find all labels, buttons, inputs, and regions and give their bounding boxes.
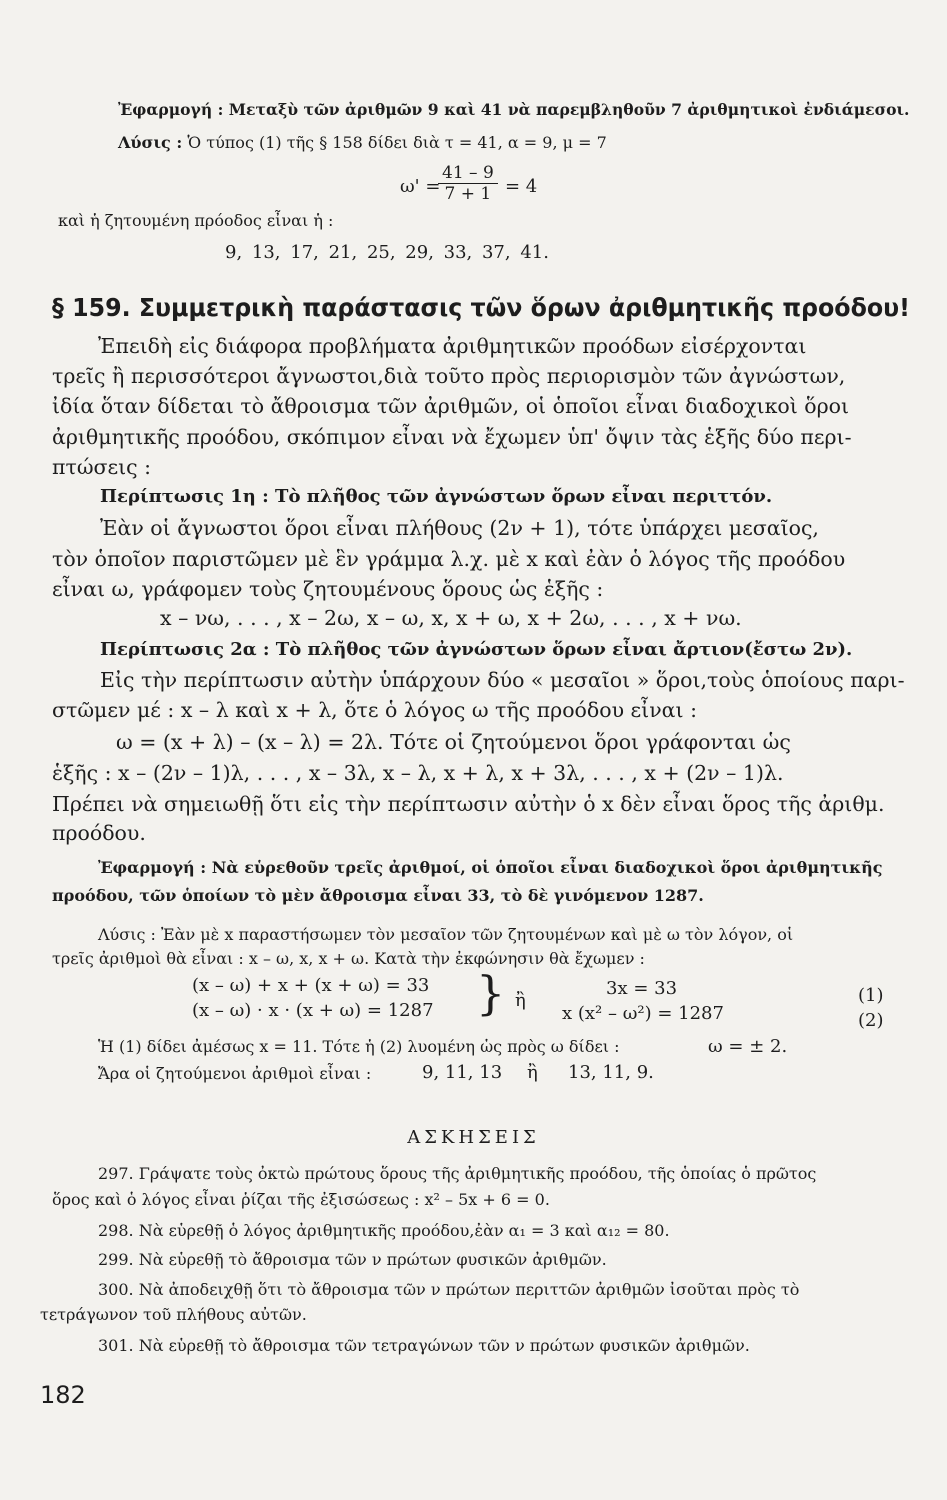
section-paragraph-line-2: τρεῖς ἢ περισσότεροι ἄγνωστοι,διὰ τοῦτο πρὸς περιορισμὸν τῶν ἀγνώστων, bbox=[52, 364, 846, 388]
result-numbers-ascending: 9, 11, 13 bbox=[422, 1062, 503, 1083]
case-2-line-6: προόδου. bbox=[52, 821, 146, 845]
application-2-heading-line-2: προόδου, τῶν ὁποίων τὸ μὲν ἄθροισμα εἶναι 33, τὸ δὲ γινόμενον 1287. bbox=[52, 886, 704, 905]
result-numbers-descending: 13, 11, 9. bbox=[568, 1062, 654, 1083]
section-paragraph-line-5: πτώσεις : bbox=[52, 455, 152, 479]
exercise-297-line-2: ὅρος καὶ ὁ λόγος εἶναι ῥίζαι τῆς ἐξισώσεως : x² – 5x + 6 = 0. bbox=[52, 1190, 550, 1209]
omega-lhs: ω' = bbox=[400, 176, 441, 197]
omega-fraction: $\frac{41 - 9}{7 + 1}$ bbox=[438, 163, 498, 204]
case-2-line-4: ἑξῆς : x – (2ν – 1)λ, . . . , x – 3λ, x – λ, x + λ, x + 3λ, . . . , x + (2ν – 1)λ. bbox=[52, 761, 784, 785]
case-2-line-3: ω = (x + λ) – (x – λ) = 2λ. Τότε οἱ ζητούμενοι ὅροι γράφονται ὡς bbox=[116, 730, 791, 754]
exercise-300-line-1: 300. Νὰ ἀποδειχθῇ ὅτι τὸ ἄθροισμα τῶν ν πρώτων περιττῶν ἀριθμῶν ἰσοῦται πρὸς τὸ bbox=[98, 1280, 800, 1299]
case-1-line-3: εἶναι ω, γράφομεν τοὺς ζητουμένους ὅρους ὡς ἑξῆς : bbox=[52, 577, 604, 601]
case-1-line-2: τὸν ὁποῖον παριστῶμεν μὲ ἓν γράμμα λ.χ. μὲ x καὶ ἐὰν ὁ λόγος τῆς προόδου bbox=[52, 547, 846, 571]
exercise-297-line-1: 297. Γράψατε τοὺς ὀκτὼ πρώτους ὅρους τῆς ἀριθμητικῆς προόδου, τῆς ὁποίας ὁ πρῶτος bbox=[98, 1164, 817, 1183]
case-2-line-2: στῶμεν μέ : x – λ καὶ x + λ, ὅτε ὁ λόγος ω τῆς προόδου εἶναι : bbox=[52, 698, 697, 722]
equation-number-1: (1) bbox=[858, 985, 884, 1006]
omega-rhs: = 4 bbox=[505, 176, 538, 197]
case-1-line-1: Ἐὰν οἱ ἄγνωστοι ὅροι εἶναι πλήθους (2ν + 1), τότε ὑπάρχει μεσαῖος, bbox=[100, 516, 819, 540]
exercise-300-line-2: τετράγωνον τοῦ πλήθους αὐτῶν. bbox=[40, 1305, 307, 1324]
section-paragraph-line-3: ἰδία ὅταν δίδεται τὸ ἄθροισμα τῶν ἀριθμῶν, οἱ ὁποῖοι εἶναι διαδοχικοὶ ὅροι bbox=[52, 394, 850, 418]
page-number: 182 bbox=[40, 1381, 86, 1409]
progression-intro: καὶ ἡ ζητουμένη πρόοδος εἶναι ἡ : bbox=[58, 211, 334, 230]
case-2-heading: Περίπτωσις 2α : Τὸ πλῆθος τῶν ἀγνώστων ὅρων εἶναι ἄρτιον(ἔστω 2ν). bbox=[100, 639, 853, 660]
case-2-line-5: Πρέπει νὰ σημειωθῇ ὅτι εἰς τὴν περίπτωσιν αὐτὴν ὁ x δὲν εἶναι ὅρος τῆς ἀριθμ. bbox=[52, 792, 885, 816]
equation-number-2: (2) bbox=[858, 1010, 884, 1031]
application-2-heading-line-1: Ἐφαρμογή : Νὰ εὑρεθοῦν τρεῖς ἀριθμοί, οἱ ὁποῖοι εἶναι διαδοχικοὶ ὅροι ἀριθμητικῆς bbox=[98, 858, 883, 877]
progression-sequence: 9, 13, 17, 21, 25, 29, 33, 37, 41. bbox=[225, 242, 549, 263]
section-paragraph-line-1: Ἐπειδὴ εἰς διάφορα προβλήματα ἀριθμητικῶν προόδων εἰσέρχονται bbox=[98, 334, 807, 358]
system-left-eq-2: (x – ω) · x · (x + ω) = 1287 bbox=[192, 1000, 434, 1021]
section-159-heading: § 159. Συμμετρικὴ παράστασις τῶν ὅρων ἀριθμητικῆς προόδου! bbox=[52, 293, 910, 322]
application-2-solution-line-2: τρεῖς ἀριθμοὶ θὰ εἶναι : x – ω, x, x + ω. Κατὰ τὴν ἐκφώνησιν θὰ ἔχωμεν : bbox=[52, 949, 645, 968]
application-1-solution: Λύσις : Ὁ τύπος (1) τῆς § 158 δίδει διὰ τ = 41, α = 9, μ = 7 bbox=[118, 133, 607, 152]
system-right-eq-1: 3x = 33 bbox=[606, 978, 678, 999]
system-left-eq-1: (x – ω) + x + (x + ω) = 33 bbox=[192, 975, 430, 996]
exercise-299: 299. Νὰ εὑρεθῇ τὸ ἄθροισμα τῶν ν πρώτων φυσικῶν ἀριθμῶν. bbox=[98, 1250, 607, 1269]
system-right-eq-2: x (x² – ω²) = 1287 bbox=[562, 1003, 724, 1024]
exercises-title: ΑΣΚΗΣΕΙΣ bbox=[407, 1127, 540, 1148]
result-omega-line: Ἡ (1) δίδει ἀμέσως x = 11. Τότε ἡ (2) λυομένη ὡς πρὸς ω δίδει : bbox=[98, 1037, 620, 1056]
system-or: ἢ bbox=[515, 990, 526, 1011]
case-2-line-1: Εἰς τὴν περίπτωσιν αὐτὴν ὑπάρχουν δύο « μεσαῖοι » ὅροι,τοὺς ὁποίους παρι- bbox=[100, 668, 905, 692]
result-numbers-label: Ἄρα οἱ ζητούμενοι ἀριθμοὶ εἶναι : bbox=[98, 1064, 372, 1083]
system-brace: } bbox=[476, 966, 506, 1020]
result-numbers-or: ἢ bbox=[527, 1062, 538, 1083]
application-2-solution-line-1: Λύσις : Ἐὰν μὲ x παραστήσωμεν τὸν μεσαῖον τῶν ζητουμένων καὶ μὲ ω τὸν λόγον, οἱ bbox=[98, 925, 794, 944]
case-1-heading: Περίπτωσις 1η : Τὸ πλῆθος τῶν ἀγνώστων ὅρων εἶναι περιττόν. bbox=[100, 486, 773, 507]
exercise-301: 301. Νὰ εὑρεθῇ τὸ ἄθροισμα τῶν τετραγώνων τῶν ν πρώτων φυσικῶν ἀριθμῶν. bbox=[98, 1336, 750, 1355]
result-omega-value: ω = ± 2. bbox=[708, 1036, 788, 1057]
exercise-298: 298. Νὰ εὑρεθῇ ὁ λόγος ἀριθμητικῆς προόδου,ἐὰν α₁ = 3 καὶ α₁₂ = 80. bbox=[98, 1221, 670, 1240]
case-1-formula: x – νω, . . . , x – 2ω, x – ω, x, x + ω, x + 2ω, . . . , x + νω. bbox=[160, 606, 742, 630]
section-paragraph-line-4: ἀριθμητικῆς προόδου, σκόπιμον εἶναι νὰ ἔχωμεν ὑπ' ὄψιν τὰς ἑξῆς δύο περι- bbox=[52, 425, 852, 449]
application-1-statement: Ἐφαρμογή : Μεταξὺ τῶν ἀριθμῶν 9 καὶ 41 νὰ παρεμβληθοῦν 7 ἀριθμητικοὶ ἐνδιάμεσοι. bbox=[118, 100, 910, 119]
